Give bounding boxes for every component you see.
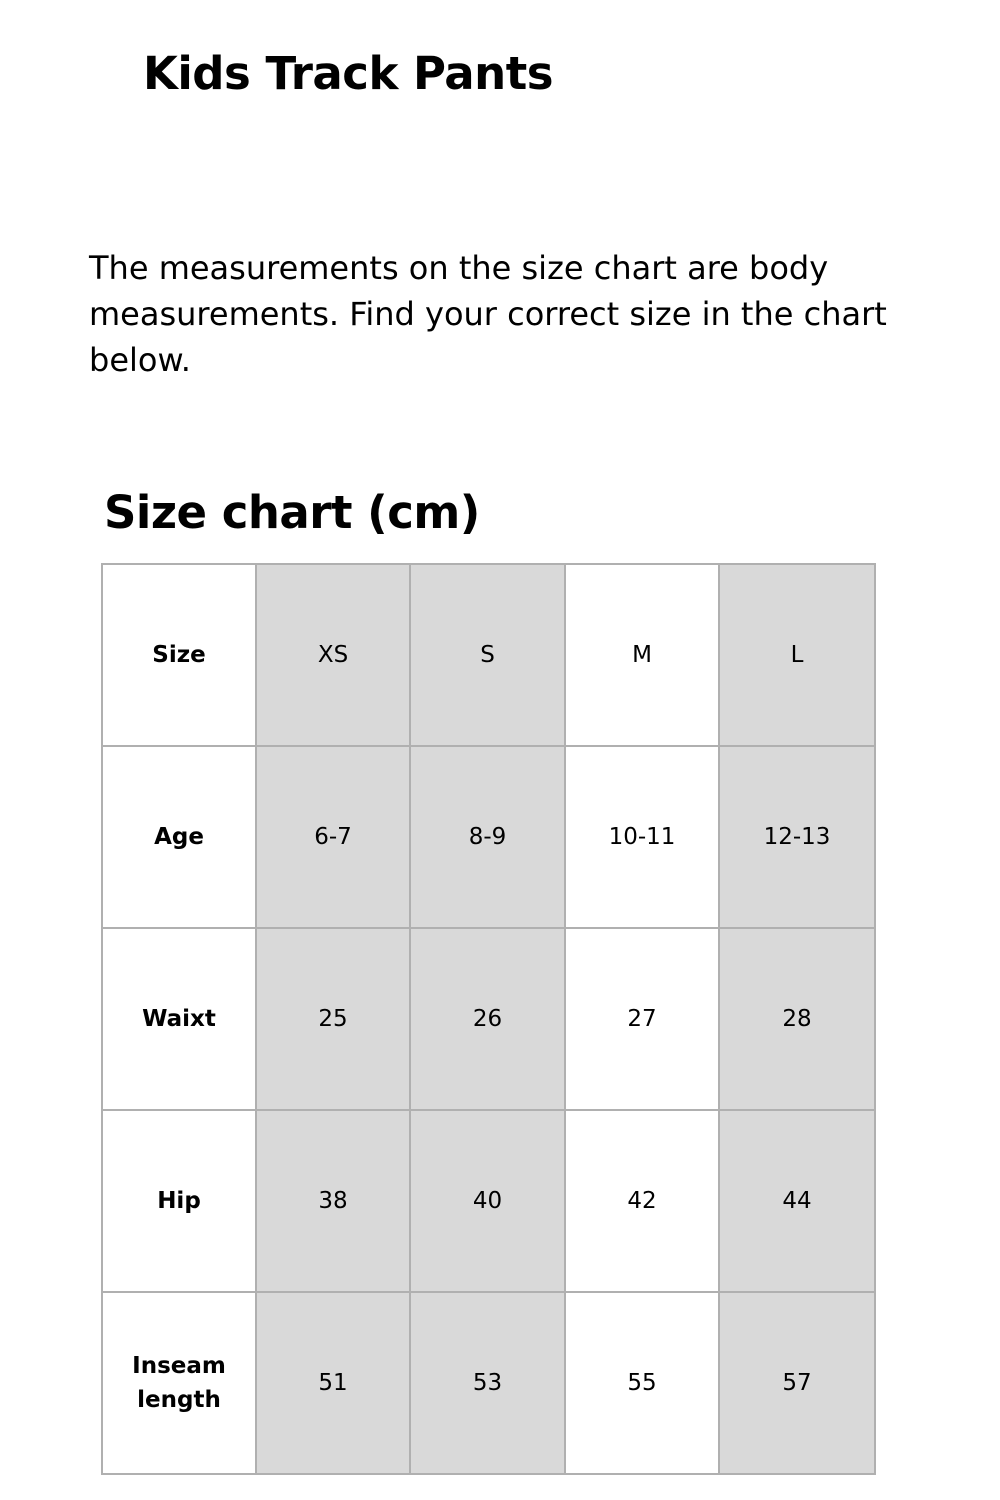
- table-cell: L: [719, 564, 875, 746]
- page-title: Kids Track Pants: [143, 47, 554, 100]
- table-cell: 10-11: [565, 746, 719, 928]
- table-cell: 53: [410, 1292, 565, 1474]
- row-label-age: Age: [102, 746, 256, 928]
- row-label-hip: Hip: [102, 1110, 256, 1292]
- table-cell: 55: [565, 1292, 719, 1474]
- table-row-waist: [102, 928, 875, 1110]
- table-row-inseam: [102, 1292, 875, 1474]
- table-row-hip: [102, 1110, 875, 1292]
- table-cell: 8-9: [410, 746, 565, 928]
- table-cell: M: [565, 564, 719, 746]
- table-cell: XS: [256, 564, 410, 746]
- table-cell: 25: [256, 928, 410, 1110]
- table-cell: 51: [256, 1292, 410, 1474]
- table-cell: 57: [719, 1292, 875, 1474]
- table-cell: 40: [410, 1110, 565, 1292]
- table-cell: 12-13: [719, 746, 875, 928]
- table-cell: 38: [256, 1110, 410, 1292]
- table-cell: S: [410, 564, 565, 746]
- table-cell: 44: [719, 1110, 875, 1292]
- size-chart-heading: Size chart (cm): [104, 486, 480, 539]
- table-row-age: [102, 746, 875, 928]
- size-chart-table: [101, 563, 876, 1475]
- table-cell: 27: [565, 928, 719, 1110]
- table-cell: 26: [410, 928, 565, 1110]
- table-cell: 42: [565, 1110, 719, 1292]
- row-label-waist: Waixt: [102, 928, 256, 1110]
- intro-text: The measurements on the size chart are body measurements. Find your correct size in the chart below.: [89, 249, 887, 379]
- table-row-size: [102, 564, 875, 746]
- row-label-inseam: Inseam length: [102, 1292, 256, 1474]
- table-cell: 6-7: [256, 746, 410, 928]
- row-label-size: Size: [102, 564, 256, 746]
- table-cell: 28: [719, 928, 875, 1110]
